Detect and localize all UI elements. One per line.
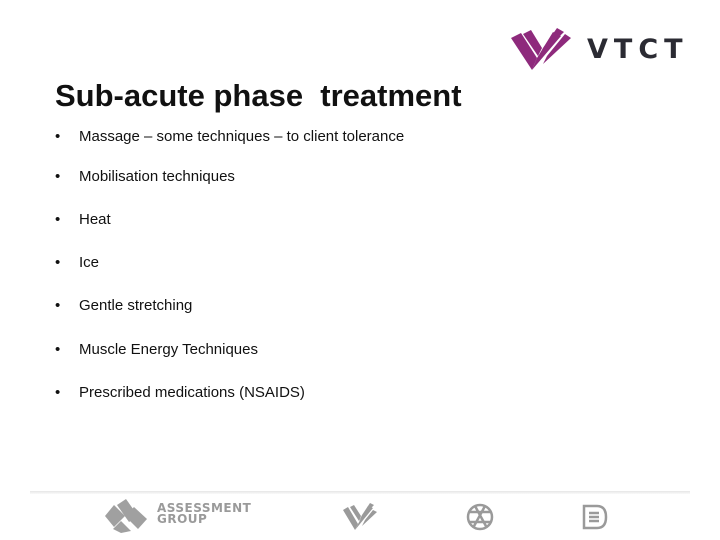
bullet-text: Muscle Energy Techniques	[79, 341, 258, 358]
assessment-group-icon	[105, 499, 149, 533]
bullet-text: Mobilisation techniques	[79, 168, 235, 185]
bullet-item	[55, 128, 404, 145]
eq-icon	[581, 503, 609, 531]
bullet-text: Ice	[79, 254, 100, 271]
bullet-text: Heat	[79, 211, 111, 228]
vtct-logo	[509, 26, 689, 76]
bullet-marker: •	[55, 168, 61, 185]
footer-logos	[0, 497, 720, 537]
assessment-group-line1: ASSESSMENT	[157, 501, 252, 515]
globe-icon	[465, 502, 495, 532]
bullet-marker: •	[55, 211, 61, 228]
slide-title: Sub-acute phase treatment	[55, 78, 462, 113]
vtct-logo-text: VTCT	[587, 34, 689, 65]
assessment-group-text	[157, 503, 251, 525]
vtct-chevron-icon	[509, 26, 575, 76]
bullet-marker: •	[55, 254, 61, 271]
bullet-item	[55, 168, 235, 185]
bullet-marker: •	[55, 297, 61, 314]
bullet-item	[55, 211, 111, 228]
bullet-marker: •	[55, 128, 61, 145]
assessment-group-line2: GROUP	[157, 512, 208, 526]
bullet-text: Massage – some techniques – to client tolerance	[79, 128, 405, 145]
bullet-text: Gentle stretching	[79, 297, 193, 314]
bullet-item	[55, 341, 258, 358]
bullet-marker: •	[55, 341, 61, 358]
bullet-item	[55, 254, 99, 271]
vtct-mark-icon	[343, 502, 377, 532]
bullet-item	[55, 384, 305, 401]
bullet-item	[55, 297, 192, 314]
bullet-text: Prescribed medications (NSAIDS)	[79, 384, 305, 401]
bullet-marker: •	[55, 384, 61, 401]
footer-divider	[30, 491, 690, 494]
